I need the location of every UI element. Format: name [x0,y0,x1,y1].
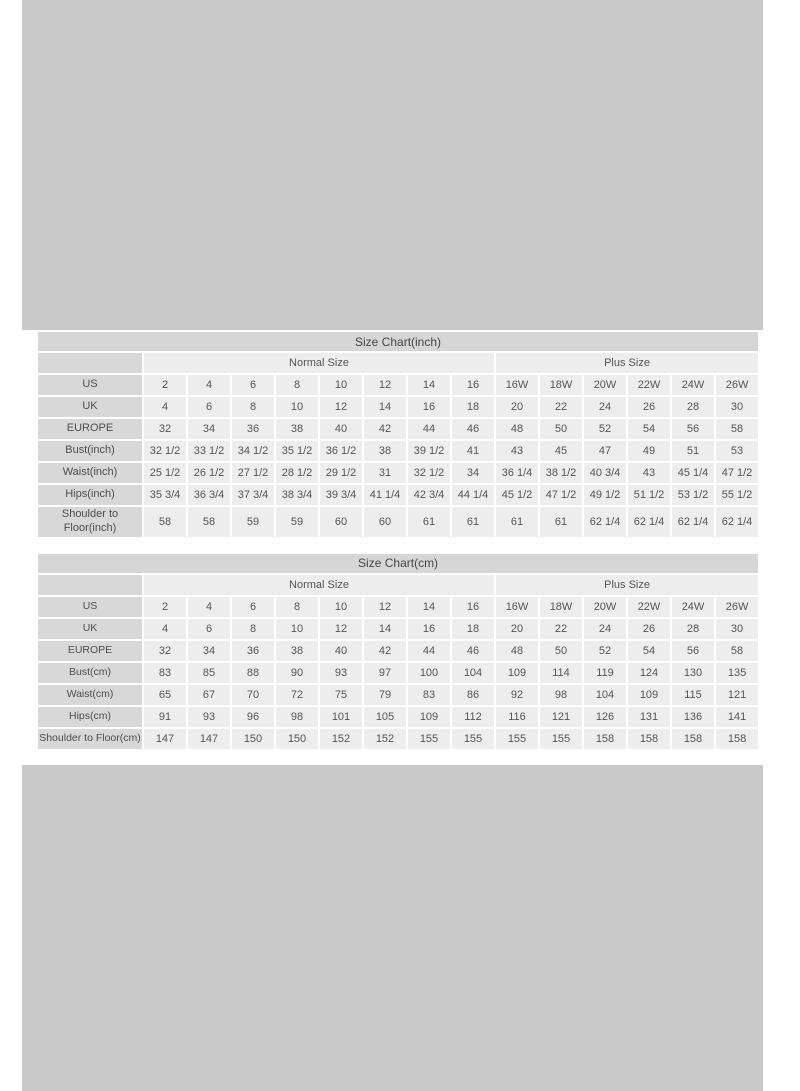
size-cell: 26 [628,397,670,417]
size-cell: 28 [672,397,714,417]
size-cell: 26 1/2 [188,463,230,483]
table-row-hips-inch [38,485,758,505]
row-label: Waist(cm) [38,685,142,705]
size-cell: 18W [540,375,582,395]
table-row-shoulder-to-floor-inch [38,507,758,537]
size-cell: 30 [716,619,758,639]
size-cell: 10 [320,375,362,395]
size-cell: 93 [188,707,230,727]
size-cell: 104 [584,685,626,705]
row-label: Hips(cm) [38,707,142,727]
size-cell: 109 [628,685,670,705]
size-cell: 47 1/2 [540,485,582,505]
size-cell: 155 [408,729,450,749]
size-cell: 24 [584,619,626,639]
size-cell: 42 3/4 [408,485,450,505]
size-cell: 38 1/2 [540,463,582,483]
size-cell: 62 1/4 [584,507,626,537]
size-cell: 49 1/2 [584,485,626,505]
size-cell: 14 [364,397,406,417]
size-cell: 32 1/2 [144,441,186,461]
size-cell: 6 [232,597,274,617]
size-cell: 2 [144,597,186,617]
table-row-bust-inch [38,441,758,461]
size-cell: 16 [452,375,494,395]
size-cell: 47 1/2 [716,463,758,483]
row-label: EUROPE [38,641,142,661]
size-cell: 92 [496,685,538,705]
size-cell: 98 [276,707,318,727]
size-cell: 41 [452,441,494,461]
size-cell: 53 [716,441,758,461]
size-cell: 40 [320,641,362,661]
size-cell: 158 [716,729,758,749]
group-header-plus-size: Plus Size [496,353,758,373]
size-cell: 158 [672,729,714,749]
size-cell: 8 [276,597,318,617]
size-cell: 42 [364,419,406,439]
size-cell: 32 1/2 [408,463,450,483]
size-cell: 147 [144,729,186,749]
corner-cell [38,575,142,595]
size-cell: 35 1/2 [276,441,318,461]
size-cell: 152 [364,729,406,749]
size-cell: 115 [672,685,714,705]
size-cell: 6 [188,397,230,417]
size-cell: 32 [144,419,186,439]
size-cell: 8 [232,619,274,639]
size-cell: 53 1/2 [672,485,714,505]
size-cell: 61 [452,507,494,537]
size-cell: 62 1/4 [716,507,758,537]
size-cell: 16 [408,619,450,639]
row-label: US [38,597,142,617]
size-cell: 10 [320,597,362,617]
size-cell: 90 [276,663,318,683]
size-cell: 158 [584,729,626,749]
size-cell: 130 [672,663,714,683]
size-cell: 131 [628,707,670,727]
size-cell: 116 [496,707,538,727]
size-cell: 65 [144,685,186,705]
table-row-uk [38,619,758,639]
table-row-uk [38,397,758,417]
size-cell: 32 [144,641,186,661]
table-row-europe [38,641,758,661]
size-cell: 55 1/2 [716,485,758,505]
size-cell: 98 [540,685,582,705]
size-cell: 26 [628,619,670,639]
size-cell: 51 [672,441,714,461]
size-cell: 47 [584,441,626,461]
size-cell: 58 [144,507,186,537]
size-cell: 70 [232,685,274,705]
size-cell: 126 [584,707,626,727]
size-cell: 20 [496,397,538,417]
size-cell: 30 [716,397,758,417]
size-cell: 147 [188,729,230,749]
size-cell: 28 1/2 [276,463,318,483]
table-row-shoulder-to-floor-cm [38,729,758,749]
size-cell: 29 1/2 [320,463,362,483]
size-cell: 109 [408,707,450,727]
size-cell: 104 [452,663,494,683]
size-cell: 101 [320,707,362,727]
size-cell: 18 [452,619,494,639]
size-cell: 121 [716,685,758,705]
size-cell: 85 [188,663,230,683]
size-cell: 37 3/4 [232,485,274,505]
size-cell: 34 [188,641,230,661]
row-label: Shoulder to Floor(cm) [38,729,142,749]
table-row-us [38,597,758,617]
group-header-normal-size: Normal Size [144,575,494,595]
table-size-chart-cm [36,552,760,751]
size-cell: 10 [276,619,318,639]
size-cell: 88 [232,663,274,683]
size-cell: 14 [364,619,406,639]
size-cell: 25 1/2 [144,463,186,483]
row-label: Waist(inch) [38,463,142,483]
size-cell: 124 [628,663,670,683]
size-cell: 51 1/2 [628,485,670,505]
size-cell: 12 [320,619,362,639]
size-cell: 39 1/2 [408,441,450,461]
size-cell: 12 [364,597,406,617]
table-row-bust-cm [38,663,758,683]
size-cell: 24 [584,397,626,417]
size-cell: 31 [364,463,406,483]
size-cell: 62 1/4 [672,507,714,537]
size-cell: 22W [628,375,670,395]
size-cell: 41 1/4 [364,485,406,505]
size-cell: 60 [364,507,406,537]
size-cell: 58 [188,507,230,537]
size-cell: 45 1/4 [672,463,714,483]
table-title: Size Chart(inch) [38,332,758,351]
size-cell: 54 [628,641,670,661]
size-cell: 16W [496,597,538,617]
table-row-us [38,375,758,395]
size-cell: 112 [452,707,494,727]
size-cell: 60 [320,507,362,537]
size-cell: 8 [232,397,274,417]
size-cell: 93 [320,663,362,683]
row-label: UK [38,619,142,639]
size-cell: 22 [540,619,582,639]
size-cell: 150 [276,729,318,749]
size-cell: 20W [584,375,626,395]
size-cell: 38 3/4 [276,485,318,505]
size-cell: 49 [628,441,670,461]
size-cell: 12 [364,375,406,395]
size-cell: 86 [452,685,494,705]
size-cell: 45 1/2 [496,485,538,505]
size-cell: 34 [452,463,494,483]
size-cell: 83 [408,685,450,705]
size-cell: 26W [716,375,758,395]
size-cell: 155 [540,729,582,749]
size-cell: 34 [188,419,230,439]
size-cell: 44 [408,641,450,661]
size-cell: 22W [628,597,670,617]
size-cell: 67 [188,685,230,705]
size-cell: 83 [144,663,186,683]
size-cell: 8 [276,375,318,395]
size-cell: 39 3/4 [320,485,362,505]
size-cell: 12 [320,397,362,417]
size-cell: 36 [232,419,274,439]
table-row-waist-cm [38,685,758,705]
table-row-waist-inch [38,463,758,483]
size-cell: 59 [232,507,274,537]
size-chart-panel [22,330,763,765]
size-cell: 48 [496,419,538,439]
size-cell: 46 [452,641,494,661]
group-header-normal-size: Normal Size [144,353,494,373]
size-cell: 44 1/4 [452,485,494,505]
size-cell: 59 [276,507,318,537]
size-cell: 38 [276,641,318,661]
size-cell: 6 [188,619,230,639]
size-cell: 114 [540,663,582,683]
size-cell: 4 [188,597,230,617]
size-cell: 4 [188,375,230,395]
size-cell: 36 1/2 [320,441,362,461]
size-cell: 141 [716,707,758,727]
size-cell: 121 [540,707,582,727]
size-cell: 61 [496,507,538,537]
size-cell: 38 [276,419,318,439]
row-label: Hips(inch) [38,485,142,505]
size-cell: 50 [540,641,582,661]
size-cell: 61 [540,507,582,537]
size-cell: 91 [144,707,186,727]
size-cell: 20 [496,619,538,639]
size-cell: 26W [716,597,758,617]
size-cell: 10 [276,397,318,417]
size-cell: 4 [144,397,186,417]
size-cell: 50 [540,419,582,439]
size-cell: 20W [584,597,626,617]
size-cell: 22 [540,397,582,417]
size-cell: 155 [496,729,538,749]
size-cell: 16W [496,375,538,395]
size-cell: 79 [364,685,406,705]
size-cell: 72 [276,685,318,705]
row-label: Bust(inch) [38,441,142,461]
size-cell: 40 [320,419,362,439]
size-cell: 43 [628,463,670,483]
table-row-hips-cm [38,707,758,727]
size-cell: 34 1/2 [232,441,274,461]
size-cell: 54 [628,419,670,439]
row-label: UK [38,397,142,417]
size-cell: 16 [452,597,494,617]
size-cell: 36 1/4 [496,463,538,483]
size-cell: 58 [716,641,758,661]
size-cell: 40 3/4 [584,463,626,483]
size-cell: 24W [672,597,714,617]
row-label: Bust(cm) [38,663,142,683]
size-cell: 105 [364,707,406,727]
size-cell: 18W [540,597,582,617]
size-cell: 97 [364,663,406,683]
table-size-chart-inch [36,330,760,539]
size-cell: 158 [628,729,670,749]
size-cell: 56 [672,641,714,661]
size-cell: 56 [672,419,714,439]
size-cell: 75 [320,685,362,705]
size-cell: 96 [232,707,274,727]
row-label: Shoulder to Floor(inch) [38,507,142,537]
size-cell: 14 [408,597,450,617]
size-cell: 36 3/4 [188,485,230,505]
size-cell: 28 [672,619,714,639]
size-cell: 4 [144,619,186,639]
size-cell: 135 [716,663,758,683]
row-label: EUROPE [38,419,142,439]
size-cell: 33 1/2 [188,441,230,461]
group-header-plus-size: Plus Size [496,575,758,595]
size-cell: 62 1/4 [628,507,670,537]
size-cell: 45 [540,441,582,461]
size-cell: 155 [452,729,494,749]
size-cell: 100 [408,663,450,683]
size-cell: 46 [452,419,494,439]
table-row-europe [38,419,758,439]
size-cell: 36 [232,641,274,661]
corner-cell [38,353,142,373]
size-cell: 44 [408,419,450,439]
table-title: Size Chart(cm) [38,554,758,573]
size-cell: 109 [496,663,538,683]
size-cell: 35 3/4 [144,485,186,505]
size-cell: 152 [320,729,362,749]
size-cell: 43 [496,441,538,461]
size-cell: 6 [232,375,274,395]
size-cell: 38 [364,441,406,461]
size-cell: 14 [408,375,450,395]
size-cell: 2 [144,375,186,395]
size-cell: 52 [584,419,626,439]
size-cell: 27 1/2 [232,463,274,483]
size-cell: 16 [408,397,450,417]
size-cell: 48 [496,641,538,661]
row-label: US [38,375,142,395]
size-cell: 136 [672,707,714,727]
size-cell: 24W [672,375,714,395]
size-cell: 150 [232,729,274,749]
size-cell: 58 [716,419,758,439]
size-cell: 119 [584,663,626,683]
size-cell: 18 [452,397,494,417]
size-cell: 52 [584,641,626,661]
size-cell: 42 [364,641,406,661]
size-cell: 61 [408,507,450,537]
